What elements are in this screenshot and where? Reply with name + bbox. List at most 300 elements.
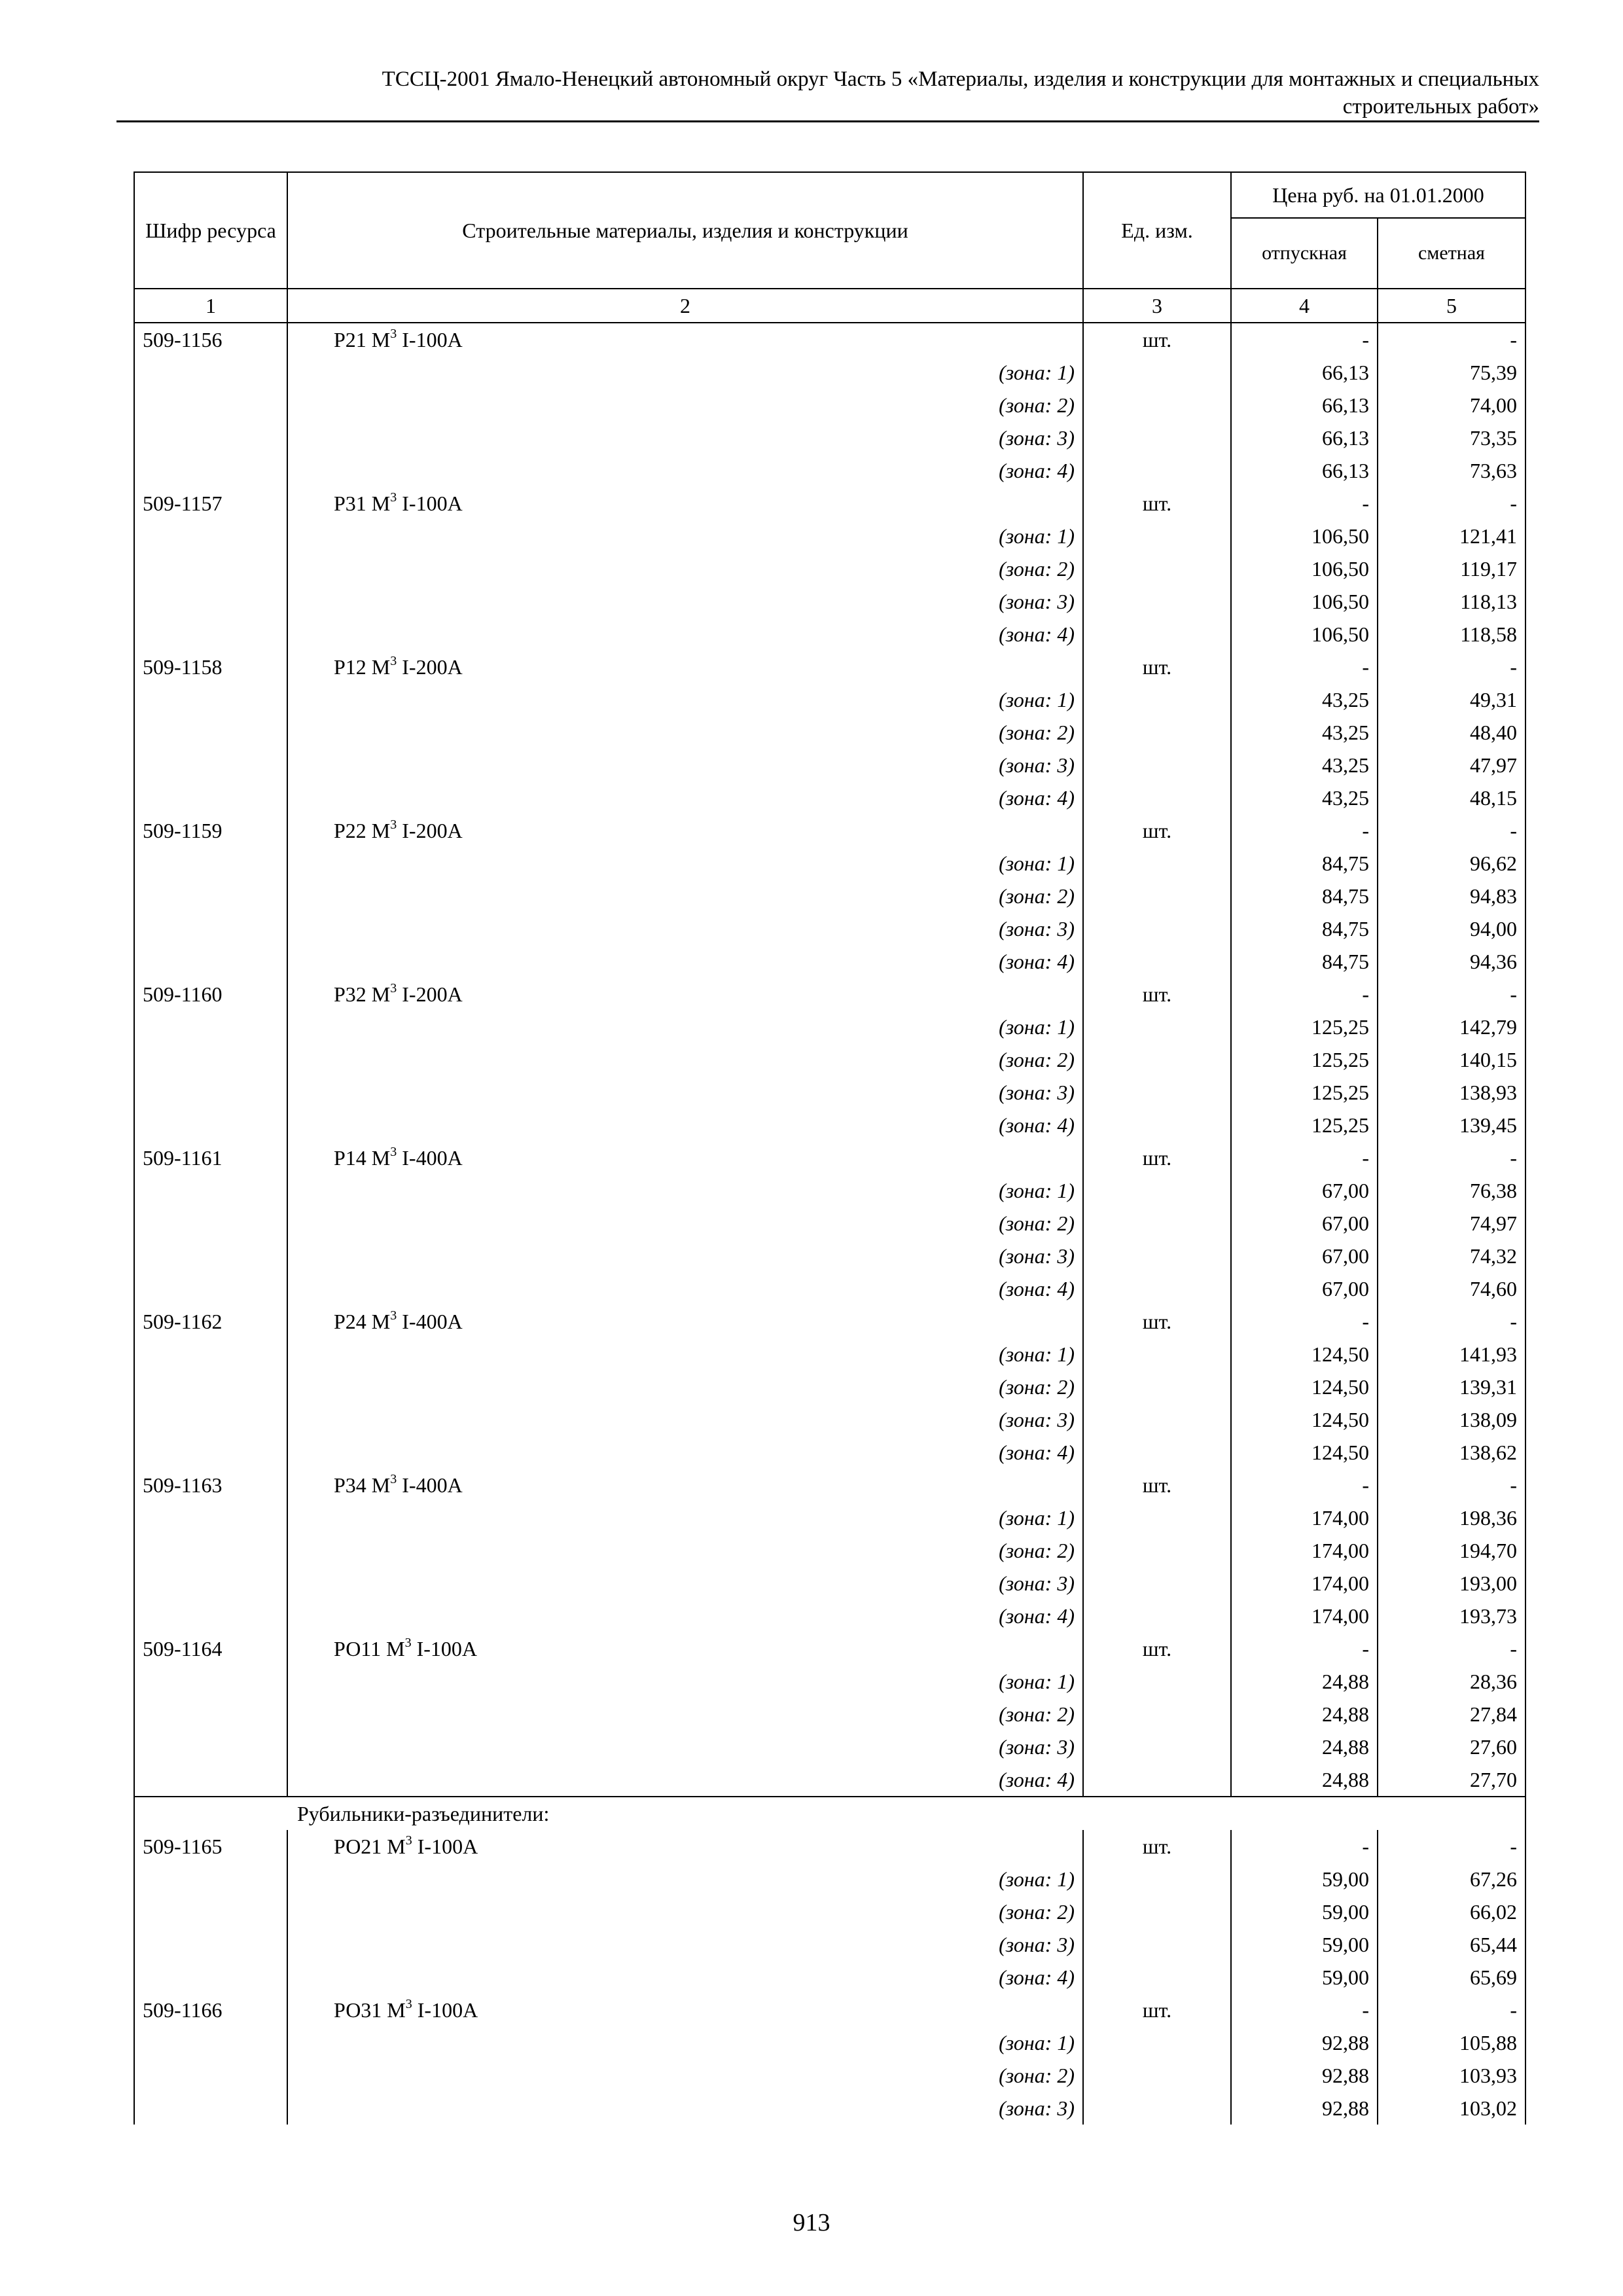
column-number: 2 bbox=[287, 289, 1083, 323]
price-estimate: 74,00 bbox=[1378, 389, 1525, 422]
material-name-prefix: РО11 М bbox=[334, 1637, 405, 1660]
price-release: 43,25 bbox=[1231, 781, 1378, 814]
material-name-superscript: 3 bbox=[390, 1308, 397, 1323]
unit: шт. bbox=[1083, 1830, 1231, 1863]
zone-row bbox=[134, 1240, 1525, 1272]
price-release: 59,00 bbox=[1231, 1863, 1378, 1895]
zone-label: (зона: 4) bbox=[287, 1600, 1083, 1632]
zone-row bbox=[134, 945, 1525, 978]
material-name-superscript: 3 bbox=[390, 981, 397, 996]
zone-row bbox=[134, 1665, 1525, 1698]
zone-label: (зона: 3) bbox=[287, 1731, 1083, 1763]
material-name-superscript: 3 bbox=[405, 1997, 412, 2011]
material-name-superscript: 3 bbox=[390, 327, 397, 341]
zone-label: (зона: 3) bbox=[287, 749, 1083, 781]
price-estimate: 141,93 bbox=[1378, 1338, 1525, 1371]
zone-row bbox=[134, 1567, 1525, 1600]
price-release: 67,00 bbox=[1231, 1272, 1378, 1305]
material-name-suffix: I-100А bbox=[397, 492, 463, 515]
zone-label: (зона: 4) bbox=[287, 1436, 1083, 1469]
resource-code-empty bbox=[134, 1863, 287, 1895]
price-estimate: 142,79 bbox=[1378, 1011, 1525, 1043]
zone-row bbox=[134, 1600, 1525, 1632]
price-release: - bbox=[1231, 1305, 1378, 1338]
zone-row bbox=[134, 1272, 1525, 1305]
material-name-suffix: I-100А bbox=[397, 328, 463, 351]
zone-row bbox=[134, 2092, 1525, 2125]
unit-empty bbox=[1083, 1600, 1231, 1632]
price-estimate: 67,26 bbox=[1378, 1863, 1525, 1895]
zone-row bbox=[134, 454, 1525, 487]
zone-label: (зона: 4) bbox=[287, 454, 1083, 487]
unit-empty bbox=[1083, 880, 1231, 912]
resource-code-empty bbox=[134, 356, 287, 389]
price-release: 84,75 bbox=[1231, 945, 1378, 978]
zone-row bbox=[134, 389, 1525, 422]
zone-label: (зона: 3) bbox=[287, 1567, 1083, 1600]
resource-code-empty bbox=[134, 1011, 287, 1043]
column-number: 4 bbox=[1231, 289, 1378, 323]
zone-row bbox=[134, 1763, 1525, 1797]
material-name-prefix: Р14 М bbox=[334, 1146, 391, 1170]
zone-label: (зона: 1) bbox=[287, 356, 1083, 389]
unit-empty bbox=[1083, 1240, 1231, 1272]
zone-label: (зона: 3) bbox=[287, 1928, 1083, 1961]
price-release: 124,50 bbox=[1231, 1338, 1378, 1371]
material-name-superscript: 3 bbox=[390, 1145, 397, 1159]
price-estimate: 74,97 bbox=[1378, 1207, 1525, 1240]
zone-label: (зона: 3) bbox=[287, 1076, 1083, 1109]
resource-code-empty bbox=[134, 1731, 287, 1763]
resource-code-empty bbox=[134, 422, 287, 454]
unit-empty bbox=[1083, 1076, 1231, 1109]
price-estimate: 105,88 bbox=[1378, 2026, 1525, 2059]
unit-empty bbox=[1083, 1436, 1231, 1469]
price-estimate: 119,17 bbox=[1378, 552, 1525, 585]
price-estimate: 193,00 bbox=[1378, 1567, 1525, 1600]
resource-code-empty bbox=[134, 716, 287, 749]
resource-code-empty bbox=[134, 912, 287, 945]
price-estimate: 28,36 bbox=[1378, 1665, 1525, 1698]
zone-label: (зона: 3) bbox=[287, 422, 1083, 454]
price-release: 24,88 bbox=[1231, 1731, 1378, 1763]
price-estimate: 198,36 bbox=[1378, 1501, 1525, 1534]
price-release: - bbox=[1231, 1469, 1378, 1501]
zone-row bbox=[134, 356, 1525, 389]
zone-row bbox=[134, 847, 1525, 880]
column-number: 1 bbox=[134, 289, 287, 323]
material-name-superscript: 3 bbox=[390, 1472, 397, 1486]
resource-code-empty bbox=[134, 389, 287, 422]
price-release: 24,88 bbox=[1231, 1698, 1378, 1731]
price-estimate: 66,02 bbox=[1378, 1895, 1525, 1928]
price-release: 124,50 bbox=[1231, 1403, 1378, 1436]
zone-label: (зона: 4) bbox=[287, 1272, 1083, 1305]
price-release: 106,50 bbox=[1231, 520, 1378, 552]
header-line-1: ТССЦ-2001 Ямало-Ненецкий автономный округ Часть 5 «Материалы, изделия и конструкции для монтажных и специальных bbox=[382, 67, 1539, 91]
unit-empty bbox=[1083, 389, 1231, 422]
zone-row bbox=[134, 1338, 1525, 1371]
unit-empty bbox=[1083, 716, 1231, 749]
resource-code-empty bbox=[134, 618, 287, 651]
resource-code-empty bbox=[134, 520, 287, 552]
column-number: 3 bbox=[1083, 289, 1231, 323]
column-numbers-row bbox=[134, 289, 1525, 323]
resource-code-empty bbox=[134, 1534, 287, 1567]
unit-empty bbox=[1083, 1403, 1231, 1436]
price-release: - bbox=[1231, 1830, 1378, 1863]
price-release: 84,75 bbox=[1231, 847, 1378, 880]
price-release: 59,00 bbox=[1231, 1928, 1378, 1961]
unit: шт. bbox=[1083, 1994, 1231, 2026]
unit-empty bbox=[1083, 1272, 1231, 1305]
price-release: 67,00 bbox=[1231, 1240, 1378, 1272]
unit-empty bbox=[1083, 1763, 1231, 1797]
material-name-suffix: I-200А bbox=[397, 819, 463, 842]
material-name-suffix: I-100А bbox=[412, 1835, 478, 1858]
resource-code: 509-1166 bbox=[134, 1994, 287, 2026]
material-name-prefix: Р32 М bbox=[334, 982, 391, 1006]
price-estimate: 194,70 bbox=[1378, 1534, 1525, 1567]
price-release: 92,88 bbox=[1231, 2092, 1378, 2125]
zone-label: (зона: 1) bbox=[287, 1011, 1083, 1043]
unit: шт. bbox=[1083, 651, 1231, 683]
price-release: 66,13 bbox=[1231, 422, 1378, 454]
price-estimate: 48,15 bbox=[1378, 781, 1525, 814]
resource-code-empty bbox=[134, 1961, 287, 1994]
material-name-suffix: I-100А bbox=[412, 1998, 478, 2022]
material-name-prefix: Р34 М bbox=[334, 1473, 391, 1497]
material-name-suffix: I-200А bbox=[397, 655, 463, 679]
item-row bbox=[134, 323, 1525, 356]
unit-empty bbox=[1083, 1567, 1231, 1600]
resource-code-empty bbox=[134, 1403, 287, 1436]
zone-label: (зона: 3) bbox=[287, 1403, 1083, 1436]
price-release: 43,25 bbox=[1231, 749, 1378, 781]
header-line-2: строительных работ» bbox=[1342, 95, 1539, 118]
zone-row bbox=[134, 1731, 1525, 1763]
material-name-superscript: 3 bbox=[390, 490, 397, 505]
price-estimate: 193,73 bbox=[1378, 1600, 1525, 1632]
zone-label: (зона: 2) bbox=[287, 1043, 1083, 1076]
price-estimate: - bbox=[1378, 1141, 1525, 1174]
zone-label: (зона: 4) bbox=[287, 945, 1083, 978]
zone-row bbox=[134, 2026, 1525, 2059]
zone-label: (зона: 2) bbox=[287, 1207, 1083, 1240]
material-name-suffix: I-200А bbox=[397, 982, 463, 1006]
price-release: 66,13 bbox=[1231, 356, 1378, 389]
unit-empty bbox=[1083, 1961, 1231, 1994]
price-release: 43,25 bbox=[1231, 716, 1378, 749]
zone-label: (зона: 3) bbox=[287, 2092, 1083, 2125]
unit-empty bbox=[1083, 1534, 1231, 1567]
price-estimate: - bbox=[1378, 1994, 1525, 2026]
unit: шт. bbox=[1083, 1141, 1231, 1174]
item-row bbox=[134, 1141, 1525, 1174]
price-release: 66,13 bbox=[1231, 454, 1378, 487]
unit: шт. bbox=[1083, 978, 1231, 1011]
resource-code-empty bbox=[134, 1043, 287, 1076]
resource-code-empty bbox=[134, 1109, 287, 1141]
unit-empty bbox=[1083, 520, 1231, 552]
material-name bbox=[287, 1141, 1083, 1174]
zone-row bbox=[134, 1436, 1525, 1469]
price-estimate: 73,35 bbox=[1378, 422, 1525, 454]
zone-label: (зона: 3) bbox=[287, 912, 1083, 945]
price-estimate: - bbox=[1378, 487, 1525, 520]
resource-code: 509-1159 bbox=[134, 814, 287, 847]
material-name-suffix: I-100А bbox=[411, 1637, 477, 1660]
section-row bbox=[134, 1797, 1525, 1830]
zone-label: (зона: 1) bbox=[287, 2026, 1083, 2059]
unit-empty bbox=[1083, 1731, 1231, 1763]
zone-row bbox=[134, 716, 1525, 749]
unit-empty bbox=[1083, 749, 1231, 781]
material-name-prefix: Р22 М bbox=[334, 819, 391, 842]
item-row bbox=[134, 651, 1525, 683]
item-row bbox=[134, 1305, 1525, 1338]
resource-code-empty bbox=[134, 683, 287, 716]
zone-label: (зона: 2) bbox=[287, 880, 1083, 912]
zone-label: (зона: 1) bbox=[287, 1338, 1083, 1371]
resource-code: 509-1162 bbox=[134, 1305, 287, 1338]
price-estimate: 27,84 bbox=[1378, 1698, 1525, 1731]
unit-empty bbox=[1083, 1011, 1231, 1043]
resource-code-empty bbox=[134, 1207, 287, 1240]
price-release: - bbox=[1231, 651, 1378, 683]
price-estimate: 49,31 bbox=[1378, 683, 1525, 716]
price-estimate: 138,09 bbox=[1378, 1403, 1525, 1436]
zone-row bbox=[134, 422, 1525, 454]
resource-code-empty bbox=[134, 1895, 287, 1928]
price-release: 66,13 bbox=[1231, 389, 1378, 422]
material-name-prefix: Р12 М bbox=[334, 655, 391, 679]
unit-empty bbox=[1083, 552, 1231, 585]
header-price-group: Цена руб. на 01.01.2000 bbox=[1231, 172, 1525, 218]
price-release: 125,25 bbox=[1231, 1043, 1378, 1076]
resource-code-empty bbox=[134, 1174, 287, 1207]
price-estimate: 76,38 bbox=[1378, 1174, 1525, 1207]
zone-label: (зона: 4) bbox=[287, 1109, 1083, 1141]
price-release: 43,25 bbox=[1231, 683, 1378, 716]
price-estimate: 94,83 bbox=[1378, 880, 1525, 912]
header-rule bbox=[116, 120, 1539, 122]
unit-empty bbox=[1083, 1863, 1231, 1895]
resource-code-empty bbox=[134, 454, 287, 487]
material-name bbox=[287, 651, 1083, 683]
zone-label: (зона: 1) bbox=[287, 520, 1083, 552]
price-release: 24,88 bbox=[1231, 1763, 1378, 1797]
zone-row bbox=[134, 749, 1525, 781]
price-release: 125,25 bbox=[1231, 1109, 1378, 1141]
zone-row bbox=[134, 1863, 1525, 1895]
zone-label: (зона: 4) bbox=[287, 1961, 1083, 1994]
resource-code-empty bbox=[134, 781, 287, 814]
unit: шт. bbox=[1083, 1305, 1231, 1338]
resource-code-empty bbox=[134, 1928, 287, 1961]
unit-empty bbox=[1083, 912, 1231, 945]
price-release: 174,00 bbox=[1231, 1600, 1378, 1632]
price-release: 174,00 bbox=[1231, 1567, 1378, 1600]
section-heading: Рубильники-разъединители: bbox=[134, 1797, 1525, 1830]
price-estimate: 75,39 bbox=[1378, 356, 1525, 389]
zone-label: (зона: 2) bbox=[287, 552, 1083, 585]
price-estimate: - bbox=[1378, 1469, 1525, 1501]
zone-row bbox=[134, 1961, 1525, 1994]
unit-empty bbox=[1083, 2092, 1231, 2125]
zone-row bbox=[134, 1174, 1525, 1207]
material-name bbox=[287, 487, 1083, 520]
price-estimate: - bbox=[1378, 978, 1525, 1011]
price-release: 124,50 bbox=[1231, 1436, 1378, 1469]
unit-empty bbox=[1083, 1698, 1231, 1731]
price-release: 59,00 bbox=[1231, 1895, 1378, 1928]
zone-row bbox=[134, 1403, 1525, 1436]
price-estimate: - bbox=[1378, 1632, 1525, 1665]
resource-code: 509-1164 bbox=[134, 1632, 287, 1665]
price-release: 84,75 bbox=[1231, 912, 1378, 945]
zone-row bbox=[134, 1698, 1525, 1731]
zone-row bbox=[134, 1011, 1525, 1043]
price-estimate: - bbox=[1378, 1830, 1525, 1863]
resource-code-empty bbox=[134, 2059, 287, 2092]
header-unit: Ед. изм. bbox=[1083, 172, 1231, 289]
resource-code: 509-1156 bbox=[134, 323, 287, 356]
unit-empty bbox=[1083, 945, 1231, 978]
page-number: 913 bbox=[793, 2209, 830, 2236]
item-row bbox=[134, 1632, 1525, 1665]
resource-code: 509-1163 bbox=[134, 1469, 287, 1501]
material-name-suffix: I-400А bbox=[397, 1310, 463, 1333]
resource-code-empty bbox=[134, 1698, 287, 1731]
price-release: - bbox=[1231, 814, 1378, 847]
price-estimate: - bbox=[1378, 323, 1525, 356]
header-price-estimate: сметная bbox=[1378, 218, 1525, 289]
price-estimate: 139,45 bbox=[1378, 1109, 1525, 1141]
unit-empty bbox=[1083, 618, 1231, 651]
resource-code-empty bbox=[134, 2092, 287, 2125]
material-name bbox=[287, 1632, 1083, 1665]
material-name-superscript: 3 bbox=[390, 817, 397, 832]
price-release: 92,88 bbox=[1231, 2026, 1378, 2059]
unit-empty bbox=[1083, 422, 1231, 454]
unit-empty bbox=[1083, 1174, 1231, 1207]
resource-code-empty bbox=[134, 1076, 287, 1109]
material-name-superscript: 3 bbox=[404, 1636, 412, 1650]
price-release: - bbox=[1231, 1141, 1378, 1174]
resource-code-empty bbox=[134, 1436, 287, 1469]
price-estimate: 138,62 bbox=[1378, 1436, 1525, 1469]
material-name-prefix: РО21 М bbox=[334, 1835, 406, 1858]
unit: шт. bbox=[1083, 1632, 1231, 1665]
price-estimate: 118,58 bbox=[1378, 618, 1525, 651]
resource-code: 509-1158 bbox=[134, 651, 287, 683]
unit-empty bbox=[1083, 683, 1231, 716]
zone-row bbox=[134, 618, 1525, 651]
zone-label: (зона: 1) bbox=[287, 1863, 1083, 1895]
zone-label: (зона: 1) bbox=[287, 847, 1083, 880]
price-release: - bbox=[1231, 487, 1378, 520]
zone-row bbox=[134, 781, 1525, 814]
item-row bbox=[134, 1469, 1525, 1501]
price-estimate: 27,60 bbox=[1378, 1731, 1525, 1763]
price-estimate: 96,62 bbox=[1378, 847, 1525, 880]
zone-row bbox=[134, 1895, 1525, 1928]
item-row bbox=[134, 814, 1525, 847]
price-release: - bbox=[1231, 978, 1378, 1011]
item-row bbox=[134, 1994, 1525, 2026]
zone-row bbox=[134, 1534, 1525, 1567]
unit-empty bbox=[1083, 1895, 1231, 1928]
unit-empty bbox=[1083, 1928, 1231, 1961]
zone-label: (зона: 2) bbox=[287, 1371, 1083, 1403]
zone-row bbox=[134, 683, 1525, 716]
unit: шт. bbox=[1083, 323, 1231, 356]
item-row bbox=[134, 978, 1525, 1011]
resource-code-empty bbox=[134, 1665, 287, 1698]
zone-row bbox=[134, 585, 1525, 618]
unit-empty bbox=[1083, 1207, 1231, 1240]
price-estimate: 118,13 bbox=[1378, 585, 1525, 618]
material-name-suffix: I-400А bbox=[397, 1146, 463, 1170]
price-release: 67,00 bbox=[1231, 1207, 1378, 1240]
unit-empty bbox=[1083, 454, 1231, 487]
resource-code-empty bbox=[134, 2026, 287, 2059]
unit-empty bbox=[1083, 1665, 1231, 1698]
material-name-prefix: Р31 М bbox=[334, 492, 391, 515]
zone-row bbox=[134, 1109, 1525, 1141]
material-name bbox=[287, 1830, 1083, 1863]
zone-label: (зона: 2) bbox=[287, 1534, 1083, 1567]
price-release: 106,50 bbox=[1231, 618, 1378, 651]
unit-empty bbox=[1083, 847, 1231, 880]
header-code: Шифр ресурса bbox=[134, 172, 287, 289]
unit: шт. bbox=[1083, 814, 1231, 847]
price-release: 106,50 bbox=[1231, 552, 1378, 585]
price-release: 92,88 bbox=[1231, 2059, 1378, 2092]
zone-label: (зона: 1) bbox=[287, 683, 1083, 716]
unit-empty bbox=[1083, 1338, 1231, 1371]
resource-code-empty bbox=[134, 1272, 287, 1305]
zone-row bbox=[134, 912, 1525, 945]
material-name bbox=[287, 323, 1083, 356]
price-estimate: 65,44 bbox=[1378, 1928, 1525, 1961]
material-name bbox=[287, 1994, 1083, 2026]
price-release: 67,00 bbox=[1231, 1174, 1378, 1207]
zone-label: (зона: 1) bbox=[287, 1665, 1083, 1698]
zone-row bbox=[134, 1371, 1525, 1403]
unit-empty bbox=[1083, 1043, 1231, 1076]
price-estimate: 73,63 bbox=[1378, 454, 1525, 487]
header-name: Строительные материалы, изделия и конструкции bbox=[287, 172, 1083, 289]
zone-label: (зона: 2) bbox=[287, 2059, 1083, 2092]
material-name bbox=[287, 978, 1083, 1011]
price-estimate: - bbox=[1378, 814, 1525, 847]
price-release: 174,00 bbox=[1231, 1534, 1378, 1567]
material-name bbox=[287, 1305, 1083, 1338]
column-number: 5 bbox=[1378, 289, 1525, 323]
price-estimate: 48,40 bbox=[1378, 716, 1525, 749]
price-release: 125,25 bbox=[1231, 1011, 1378, 1043]
price-release: 24,88 bbox=[1231, 1665, 1378, 1698]
price-estimate: 94,36 bbox=[1378, 945, 1525, 978]
price-release: 174,00 bbox=[1231, 1501, 1378, 1534]
material-name-prefix: Р24 М bbox=[334, 1310, 391, 1333]
zone-label: (зона: 1) bbox=[287, 1501, 1083, 1534]
price-estimate: 65,69 bbox=[1378, 1961, 1525, 1994]
price-estimate: 94,00 bbox=[1378, 912, 1525, 945]
zone-label: (зона: 4) bbox=[287, 1763, 1083, 1797]
